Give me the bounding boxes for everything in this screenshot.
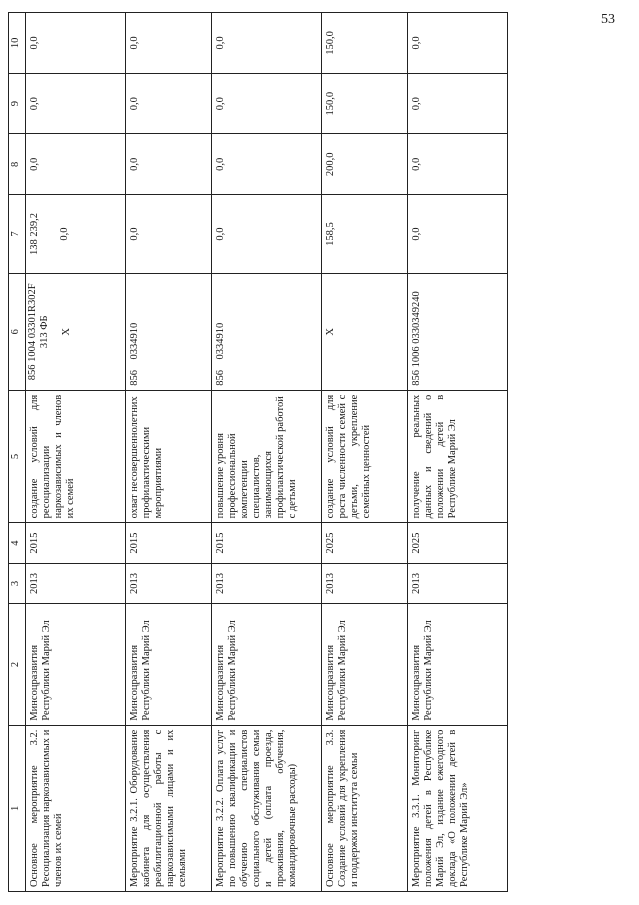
amount-col-7: 0,0 — [212, 195, 322, 274]
table-row — [26, 13, 126, 892]
expected-result: создание условий для роста численности семей с детьми, укрепление семейных ценностей — [322, 390, 408, 523]
expected-result: охват несовершеннолетних профилактическими мероприятиями — [126, 390, 212, 523]
amount-col-7-second: 0,0 — [59, 227, 71, 241]
measure-name: Основное мероприятие 3.2. Ресоциализация наркозависимых и членов их семей — [26, 725, 126, 891]
amount-col-8: 0,0 — [408, 134, 508, 195]
table-row — [322, 13, 408, 892]
col-header-9: 9 — [9, 73, 26, 134]
measure-name: Мероприятие 3.2.2. Оплата услуг по повышению квалификации и обучению специалистов социального обслуживания семьи и детей (оплата проезда, проживания, обучения, командировочные расходы) — [212, 725, 322, 891]
budget-code-target: 0334910 — [215, 322, 226, 360]
col-header-7: 7 — [9, 195, 26, 274]
col-header-2: 2 — [9, 604, 26, 725]
amount-col-7: 0,0 — [126, 195, 212, 274]
executor: Минсоцразвития Республики Марий Эл — [408, 604, 508, 725]
column-number-row — [9, 13, 26, 892]
amount-col-10: 0,0 — [126, 13, 212, 74]
col-header-5: 5 — [9, 390, 26, 523]
budget-code: X — [322, 273, 408, 390]
expected-result: создание условий для ресоциализации наркозависимых и членов их семей — [26, 390, 126, 523]
table-row — [408, 13, 508, 892]
amount-col-7: 158,5 — [322, 195, 408, 274]
budget-code-federal: 856 1004 03301R302F 313 ФБ — [27, 283, 51, 381]
executor: Минсоцразвития Республики Марий Эл — [26, 604, 126, 725]
budget-table — [8, 12, 508, 892]
amount-col-7: 0,0 — [408, 195, 508, 274]
amount-col-8: 200,0 — [322, 134, 408, 195]
end-year: 2025 — [322, 523, 408, 563]
col-header-10: 10 — [9, 13, 26, 74]
budget-code: 856 1006 0330349240 — [408, 273, 508, 390]
start-year: 2013 — [26, 563, 126, 603]
amount-col-9: 0,0 — [126, 73, 212, 134]
amount-col-9: 150,0 — [322, 73, 408, 134]
measure-name: Мероприятие 3.2.1. Оборудование кабинета для осуществления реабилитационной работы с наркозависимыми лицами и их семьями — [126, 725, 212, 891]
amount-col-9: 0,0 — [408, 73, 508, 134]
measure-name: Основное мероприятие 3.3. Создание условий для укрепления и поддержки института семьи — [322, 725, 408, 891]
measure-name: Мероприятие 3.3.1. Мониторинг положения детей в Республике Марий Эл, издание ежегодного доклада «О положении детей в Республике Марий Эл» — [408, 725, 508, 891]
col-header-1: 1 — [9, 725, 26, 891]
table-row — [212, 13, 322, 892]
budget-code-ministry: 856 — [129, 369, 140, 386]
col-header-4: 4 — [9, 523, 26, 563]
budget-code — [126, 273, 212, 390]
amount-col-8: 0,0 — [126, 134, 212, 195]
col-header-8: 8 — [9, 134, 26, 195]
budget-code — [26, 273, 126, 390]
col-header-3: 3 — [9, 563, 26, 603]
amount-col-7-main: 138 239,2 — [29, 213, 40, 256]
end-year: 2015 — [126, 523, 212, 563]
executor: Минсоцразвития Республики Марий Эл — [322, 604, 408, 725]
expected-result: получение реальных данных и сведений о положении детей в Республике Марий Эл — [408, 390, 508, 523]
budget-code-ministry: 856 — [215, 369, 226, 386]
amount-col-9: 0,0 — [26, 73, 126, 134]
start-year: 2013 — [408, 563, 508, 603]
amount-col-10: 0,0 — [26, 13, 126, 74]
page-number: 53 — [601, 12, 615, 27]
amount-col-9: 0,0 — [212, 73, 322, 134]
start-year: 2013 — [212, 563, 322, 603]
budget-code-target: 0334910 — [129, 322, 140, 360]
start-year: 2013 — [322, 563, 408, 603]
table-row — [126, 13, 212, 892]
amount-col-10: 150,0 — [322, 13, 408, 74]
amount-col-10: 0,0 — [408, 13, 508, 74]
col-header-6: 6 — [9, 273, 26, 390]
amount-col-7 — [26, 195, 126, 274]
expected-result: повышение уровня профессиональной компетенции специалистов, занимающихся профилактической работой с детьми — [212, 390, 322, 523]
budget-code — [212, 273, 322, 390]
amount-col-8: 0,0 — [212, 134, 322, 195]
end-year: 2015 — [212, 523, 322, 563]
executor: Минсоцразвития Республики Марий Эл — [212, 604, 322, 725]
start-year: 2013 — [126, 563, 212, 603]
end-year: 2015 — [26, 523, 126, 563]
end-year: 2025 — [408, 523, 508, 563]
executor: Минсоцразвития Республики Марий Эл — [126, 604, 212, 725]
amount-col-8: 0,0 — [26, 134, 126, 195]
budget-code-main: X — [61, 328, 72, 336]
rotated-table-container — [8, 12, 508, 892]
amount-col-10: 0,0 — [212, 13, 322, 74]
